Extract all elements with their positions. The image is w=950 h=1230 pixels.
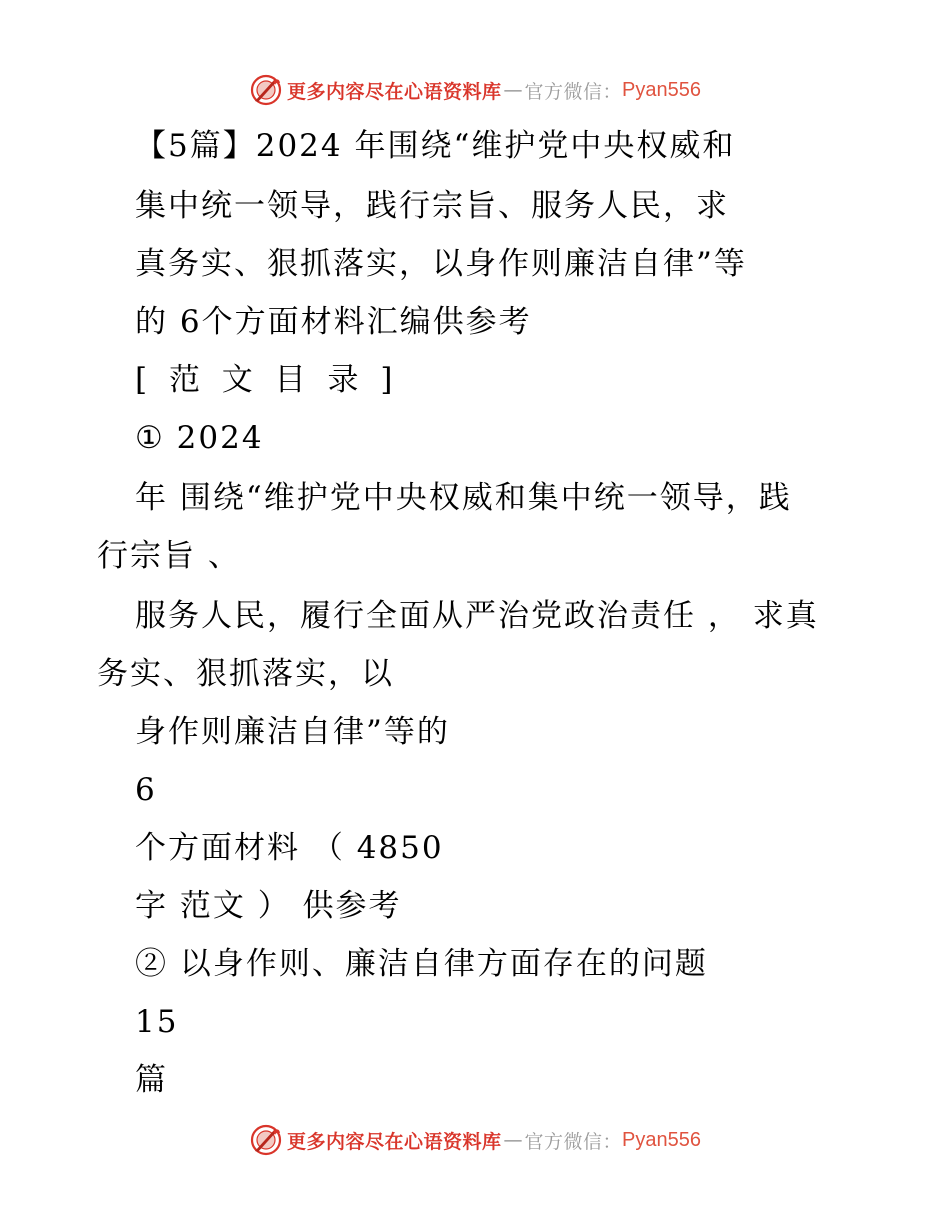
watermark-separator: — [503,79,523,101]
toc-line: 身作则廉洁自律”等的 [135,714,450,750]
footer-watermark-banner [0,1118,950,1162]
title-line-1: 【5篇】2024 年围绕“维护党中央权威和 [135,128,736,164]
toc-line: ② 以身作则、廉洁自律方面存在的问题 [135,946,708,982]
toc-line: 年 围绕“维护党中央权威和集中统一领导，践 [135,480,792,516]
watermark-contact-label: 官方微信： [524,80,623,103]
toc-heading: [ 范 文 目 录 ] [135,362,399,398]
title-line-3: 真务实、狠抓落实，以身作则廉洁自律”等 [135,246,747,282]
watermark-wechat-id: Pyan556 [622,78,701,101]
toc-line: 6 [135,772,157,808]
toc-line: 字 范文 ） 供参考 [135,888,402,924]
title-line-4: 的 6个方面材料汇编供参考 [135,304,532,340]
toc-line: 15 [135,1004,179,1040]
watermark-separator: — [503,1129,523,1151]
toc-line: 服务人民，履行全面从严治党政治责任 ， 求真 [135,598,819,634]
watermark-wechat-id: Pyan556 [622,1128,701,1151]
title-line-2: 集中统一领导，践行宗旨、服务人民，求 [135,188,729,224]
toc-line: 篇 [135,1062,168,1098]
toc-line: 务实、狠抓落实，以 [97,656,394,692]
watermark-text: 更多内容尽在心语资料库 [287,80,502,103]
quill-seal-icon [249,1123,283,1157]
toc-line: 行宗旨 、 [97,538,241,574]
watermark-contact-label: 官方微信： [524,1130,623,1153]
toc-line: 个方面材料 （ 4850 [135,830,444,866]
watermark-text: 更多内容尽在心语资料库 [287,1130,502,1153]
toc-line: ① 2024 [135,420,264,456]
